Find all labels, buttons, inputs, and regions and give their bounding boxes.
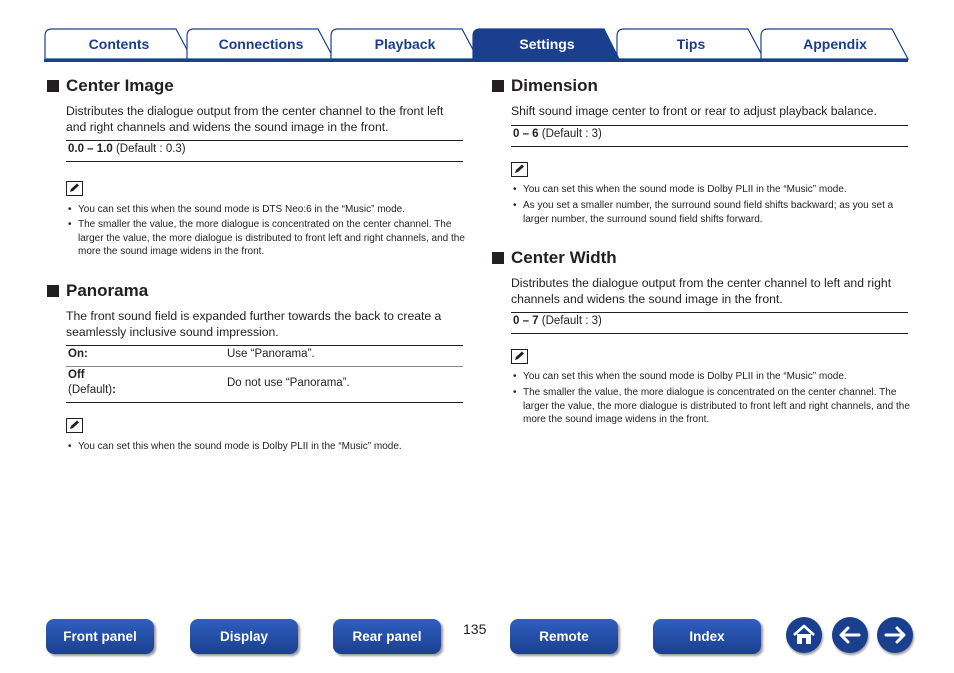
table-rule — [66, 161, 463, 162]
note-item: • The smaller the value, the more dialogue is concentrated on the center channel. The larger the value, the more dialogue is distributed to front left and right channels, and the more the sound image widens in the front. — [67, 218, 473, 259]
heading-text: Panorama — [66, 281, 149, 300]
section-heading-panorama — [47, 281, 148, 301]
section-heading-center-width — [492, 248, 617, 268]
panorama-off-value: Do not use “Panorama”. — [227, 377, 350, 389]
default-value: (Default : 3) — [538, 315, 602, 327]
tab-playback[interactable] — [330, 28, 480, 60]
home-button[interactable] — [786, 617, 822, 653]
tab-label: Appendix — [803, 36, 867, 52]
heading-square-icon — [47, 285, 59, 297]
heading-square-icon — [47, 80, 59, 92]
note-item: • You can set this when the sound mode is Dolby PLII in the “Music” mode. — [512, 183, 919, 197]
rear-panel-button[interactable]: Rear panel — [333, 619, 441, 654]
tab-connections[interactable] — [186, 28, 336, 60]
home-icon — [786, 617, 822, 653]
front-panel-button[interactable]: Front panel — [46, 619, 154, 654]
table-rule — [66, 140, 463, 141]
table-rule — [511, 146, 908, 147]
note-item: • You can set this when the sound mode is Dolby PLII in the “Music” mode. — [67, 440, 473, 454]
table-rule — [66, 345, 463, 346]
back-button[interactable] — [832, 617, 868, 653]
note-pencil-icon — [66, 181, 83, 196]
note-item: • As you set a smaller number, the surround sound field shifts backward; as you set a larger number, the surround sound field shifts forward. — [512, 199, 919, 226]
section-heading-center-image — [47, 76, 174, 96]
range-value: 0 – 7 — [513, 315, 539, 327]
tab-label: Connections — [218, 36, 304, 52]
note-pencil-icon — [511, 162, 528, 177]
index-button[interactable]: Index — [653, 619, 761, 654]
panorama-on-key: On: — [68, 348, 88, 360]
forward-button[interactable] — [877, 617, 913, 653]
note-pencil-icon — [66, 418, 83, 433]
forward-arrow-icon — [877, 617, 913, 653]
default-label: (Default) — [68, 384, 113, 396]
tab-label: Playback — [374, 36, 436, 52]
note-item: • You can set this when the sound mode is Dolby PLII in the “Music” mode. — [512, 370, 919, 384]
center-image-description: Distributes the dialogue output from the center channel to the front left and right channels and widens the sound image in the front. — [66, 104, 444, 134]
panorama-off-key — [68, 368, 116, 398]
display-button[interactable]: Display — [190, 619, 298, 654]
remote-button[interactable]: Remote — [510, 619, 618, 654]
panorama-on-value: Use “Panorama”. — [227, 348, 315, 360]
page-number: 135 — [463, 621, 487, 637]
center-width-range — [513, 314, 602, 329]
table-rule — [66, 402, 463, 403]
tab-label: Contents — [88, 36, 150, 52]
note-item: • You can set this when the sound mode is DTS Neo:6 in the “Music” mode. — [67, 203, 473, 217]
dimension-range — [513, 127, 602, 142]
tab-appendix[interactable] — [760, 28, 910, 60]
table-rule — [511, 333, 908, 334]
range-value: 0.0 – 1.0 — [68, 143, 113, 155]
table-rule — [511, 312, 908, 313]
section-heading-dimension — [492, 76, 598, 96]
panorama-description: The front sound field is expanded further towards the back to create a seamlessly inclusive sound impression. — [66, 309, 442, 339]
tab-label: Tips — [676, 36, 706, 52]
heading-square-icon — [492, 252, 504, 264]
heading-text: Center Image — [66, 76, 174, 95]
note-item: • The smaller the value, the more dialogue is concentrated on the center channel. The larger the value, the more dialogue is distributed to front left and right channels, and the more the sound image widens in the front. — [512, 386, 919, 427]
off-label: Off — [68, 369, 85, 381]
center-image-range — [68, 142, 186, 157]
tab-contents[interactable] — [44, 28, 194, 60]
tab-tips[interactable] — [616, 28, 766, 60]
center-width-description: Distributes the dialogue output from the center channel to left and right channels and widens the sound image in the front. — [511, 276, 892, 306]
colon: : — [112, 384, 116, 396]
back-arrow-icon — [832, 617, 868, 653]
dimension-description: Shift sound image center to front or rear to adjust playback balance. — [511, 104, 877, 118]
default-value: (Default : 0.3) — [112, 143, 186, 155]
note-pencil-icon — [511, 349, 528, 364]
default-value: (Default : 3) — [538, 128, 602, 140]
range-value: 0 – 6 — [513, 128, 539, 140]
tab-settings[interactable] — [472, 28, 622, 60]
table-rule — [66, 366, 463, 367]
heading-square-icon — [492, 80, 504, 92]
table-rule — [511, 125, 908, 126]
tab-label: Settings — [519, 36, 575, 52]
heading-text: Center Width — [511, 248, 617, 267]
heading-text: Dimension — [511, 76, 598, 95]
